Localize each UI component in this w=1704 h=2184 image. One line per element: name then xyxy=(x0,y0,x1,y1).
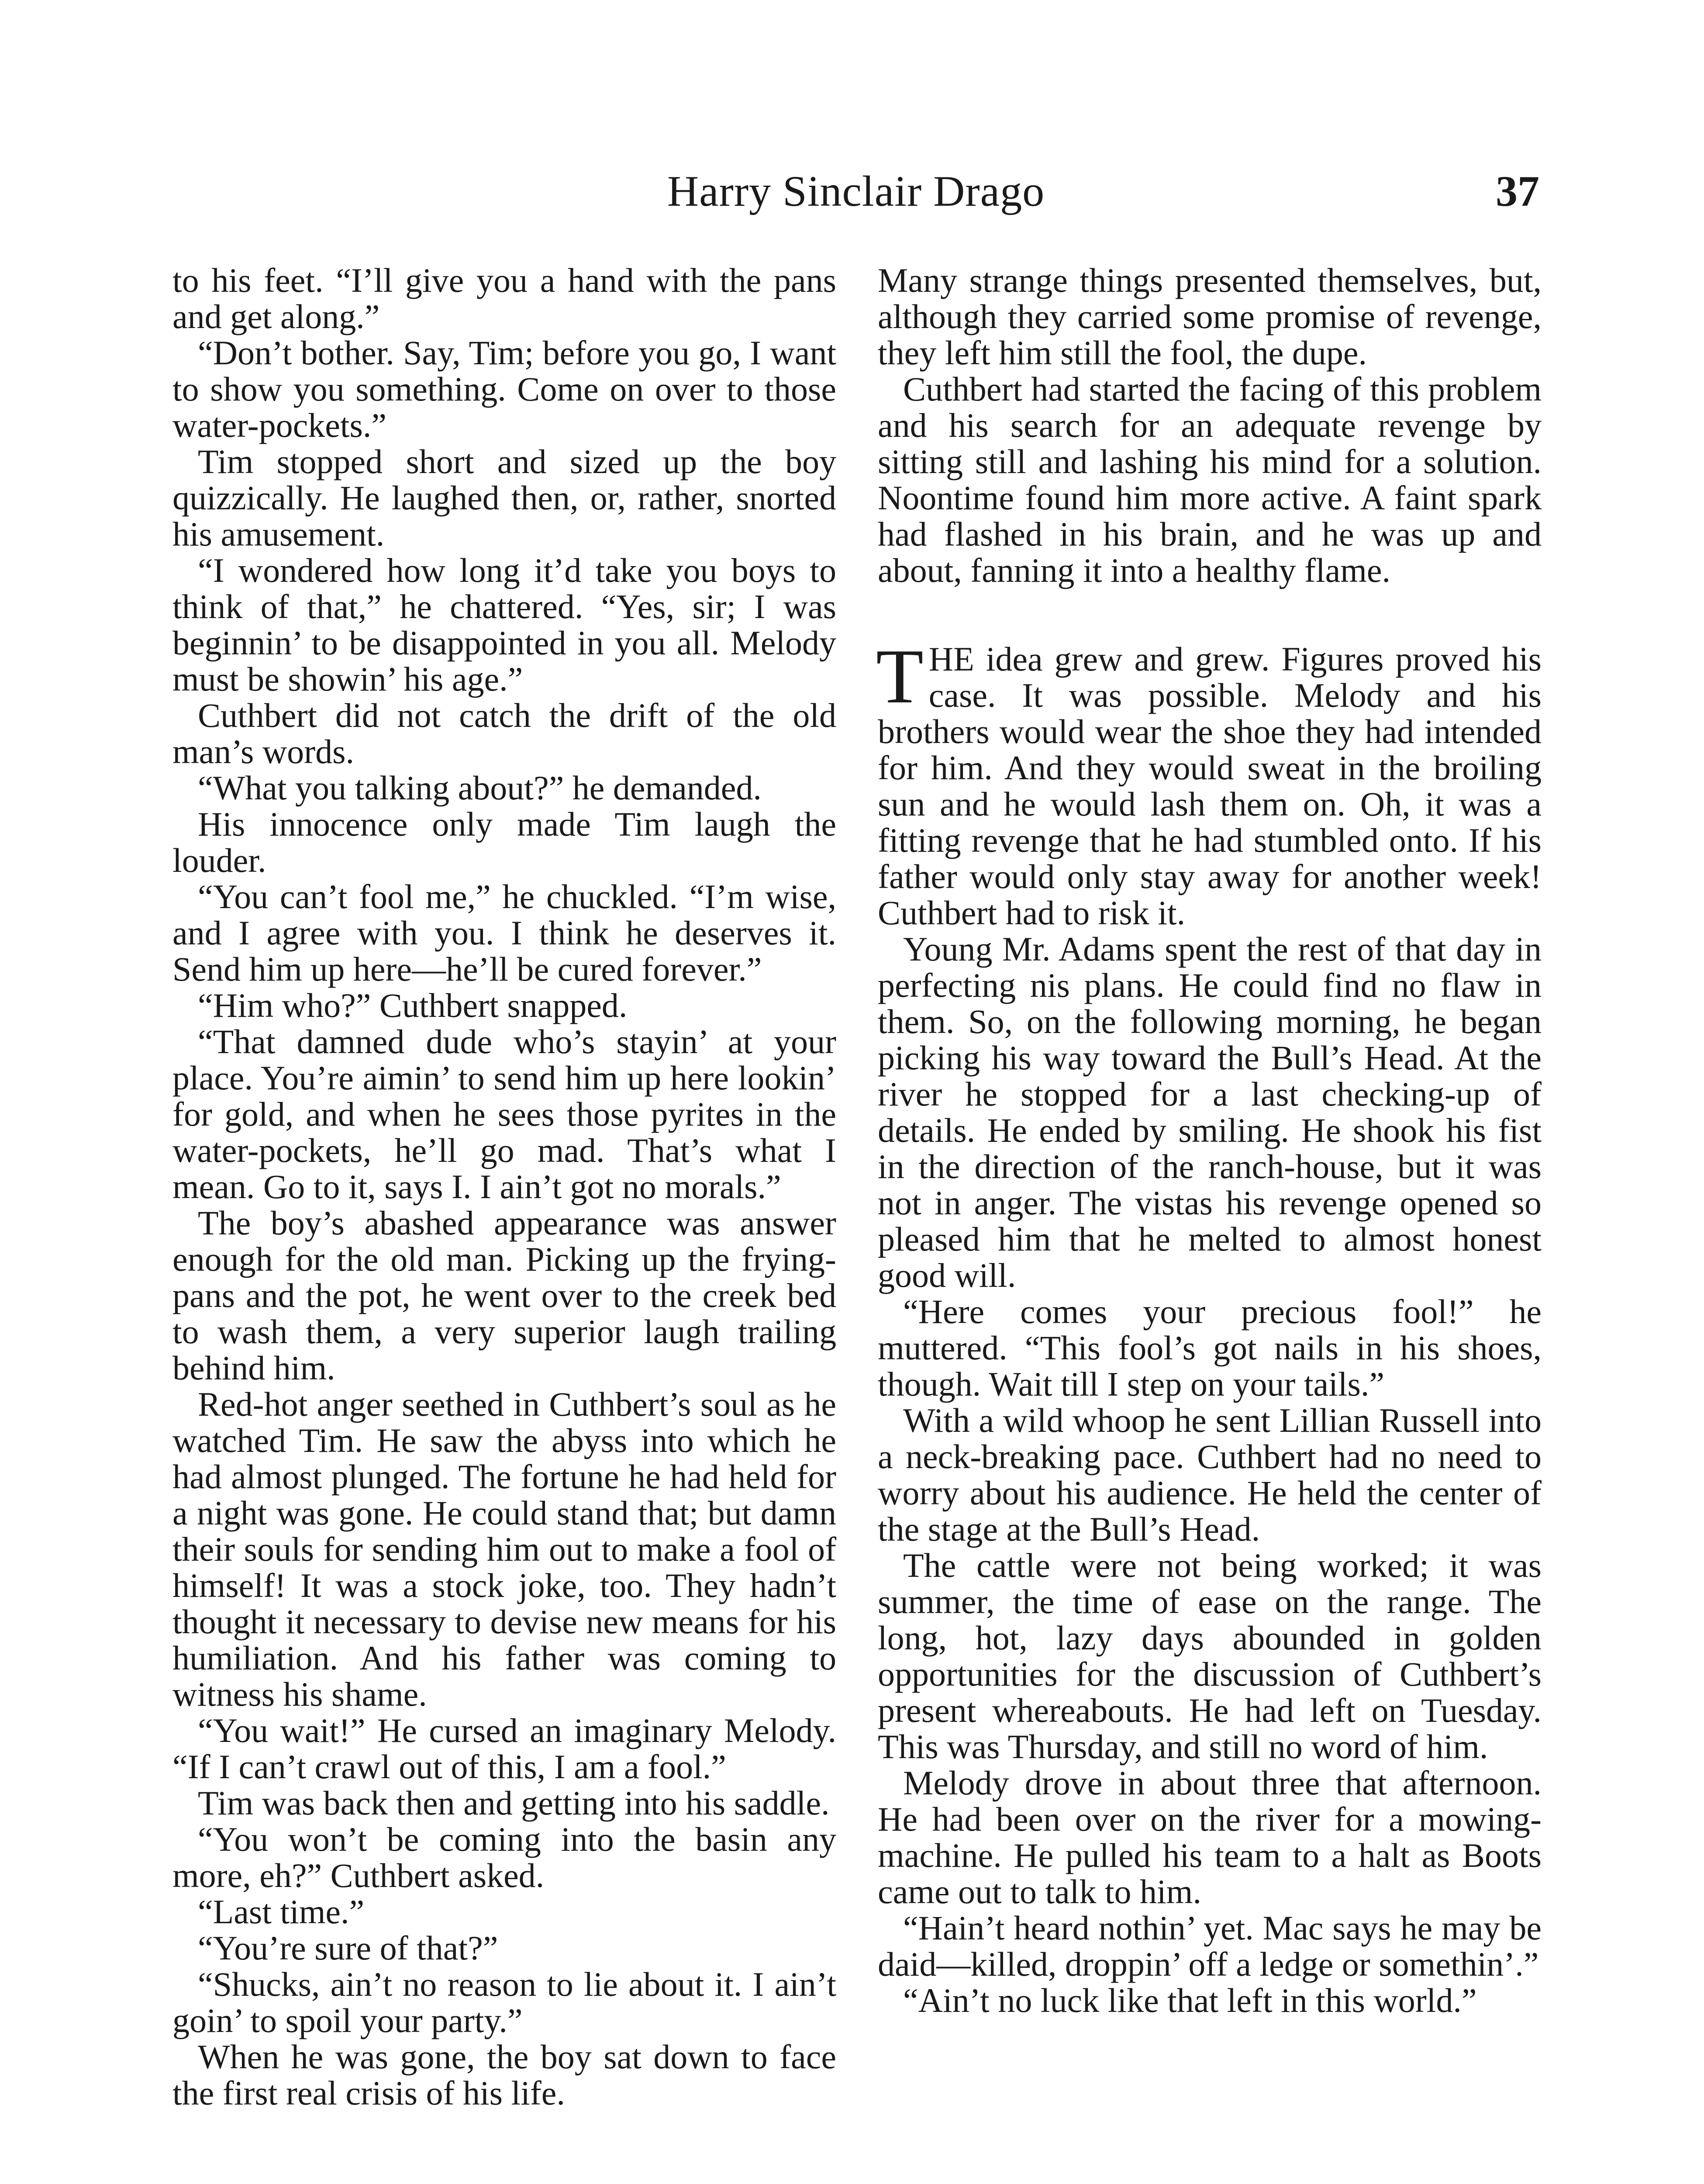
page-header xyxy=(172,166,1539,245)
paragraph: Cuthbert had started the facing of this problem and his search for an adequate revenge by sitting still and lashing his mind for a solution. Noontime found him more active. A faint spark had flashed in his brain, and he was up and about, fanning it into a healthy flame. xyxy=(878,370,1542,589)
paragraph: “Here comes your precious fool!” he muttered. “This fool’s got nails in his shoes, though. Wait till I step on your tails.” xyxy=(878,1292,1542,1403)
paragraph: “Last time.” xyxy=(198,1893,365,1931)
paragraph: The boy’s abashed appearance was answer enough for the old man. Picking up the frying-pans and the pot, he went over to the creek bed to wash them, a very superior laugh trailing behind him. xyxy=(172,1204,836,1387)
paragraph: “Shucks, ain’t no reason to lie about it. I ain’t goin’ to spoil your party.” xyxy=(172,1965,836,2039)
drop-cap: T xyxy=(876,633,924,719)
paragraph: Young Mr. Adams spent the rest of that day in perfecting nis plans. He could find no flaw in them. So, on the following morning, he began picking his way toward the Bull’s Head. At the river he stopped for a last checking-up of details. He ended by smiling. He shook his fist in the direction of the ranch-house, but it was not in anger. The vistas his revenge opened so pleased him that he melted to almost honest good will. xyxy=(878,930,1542,1294)
paragraph: “Ain’t no luck like that left in this world.” xyxy=(903,1981,1477,2019)
paragraph: Tim was back then and getting into his saddle. xyxy=(198,1784,830,1822)
left-column xyxy=(172,262,836,2111)
section-break-paragraph xyxy=(876,633,1542,932)
paragraph: to his feet. “I’ll give you a hand with the pans and get along.” xyxy=(172,261,836,335)
page-number: 37 xyxy=(1496,167,1539,215)
paragraph: Red-hot anger seethed in Cuthbert’s soul as he watched Tim. He saw the abyss into which he had almost plunged. The fortune he had held for a night was gone. He could stand that; but damn their souls for sending him out to make a fool of himself! It was a stock joke, too. They hadn’t thought it necessary to devise new means for his humiliation. And his father was coming to witness his shame. xyxy=(172,1385,836,1713)
paragraph: “You won’t be coming into the basin any more, eh?” Cuthbert asked. xyxy=(172,1820,836,1894)
paragraph: Cuthbert did not catch the drift of the old man’s words. xyxy=(172,696,836,771)
right-column xyxy=(878,262,1542,2018)
paragraph: “Hain’t heard nothin’ yet. Mac says he may be daid—killed, droppin’ off a ledge or somethin’.” xyxy=(878,1909,1542,1983)
paragraph: “That damned dude who’s stayin’ at your place. You’re aimin’ to send him up here lookin’ for gold, and when he sees those pyrites in the water-pockets, he’ll go mad. That’s what I mean. Go to it, says I. I ain’t got no morals.” xyxy=(172,1023,836,1206)
paragraph: The cattle were not being worked; it was summer, the time of ease on the range. The long, hot, lazy days abounded in golden opportunities for the discussion of Cuthbert’s present whereabouts. He had left on Tuesday. This was Thursday, and still no word of him. xyxy=(878,1546,1542,1766)
paragraph: “You’re sure of that?” xyxy=(198,1929,498,1967)
paragraph: His innocence only made Tim laugh the louder. xyxy=(172,805,836,879)
paragraph: Melody drove in about three that afternoon. He had been over on the river for a mowing-machine. He pulled his team to a halt as Boots came out to talk to him. xyxy=(878,1764,1542,1911)
paragraph: “You wait!” He cursed an imaginary Melody. “If I can’t crawl out of this, I am a fool.” xyxy=(172,1711,836,1786)
paragraph: “Him who?” Cuthbert snapped. xyxy=(198,986,628,1024)
paragraph: Many strange things presented themselves, but, although they carried some promise of revenge, they left him still the fool, the dupe. xyxy=(878,261,1542,372)
paragraph: Tim stopped short and sized up the boy quizzically. He laughed then, or, rather, snorted his amusement. xyxy=(172,442,836,553)
paragraph: When he was gone, the boy sat down to face the first real crisis of his life. xyxy=(172,2038,836,2112)
paragraph: “What you talking about?” he demanded. xyxy=(198,769,762,807)
paragraph: With a wild whoop he sent Lillian Russell into a neck-breaking pace. Cuthbert had no need to worry about his audience. He held the center of the stage at the Bull’s Head. xyxy=(878,1401,1542,1548)
paragraph: “I wondered how long it’d take you boys to think of that,” he chattered. “Yes, sir; I was beginnin’ to be disappointed in you all. Melody must be showin’ his age.” xyxy=(172,551,836,698)
running-head: Harry Sinclair Drago xyxy=(667,167,1045,215)
paragraph: “Don’t bother. Say, Tim; before you go, I want to show you something. Come on over to those water-pockets.” xyxy=(172,334,836,444)
section-break-text: HE idea grew and grew. Figures proved his case. It was possible. Melody and his brothers would wear the shoe they had intended for him. And they would sweat in the broiling sun and he would lash them on. Oh, it was a fitting revenge that he had stumbled onto. If his father would only stay away for another week! Cuthbert had to risk it. xyxy=(878,640,1542,932)
paragraph: “You can’t fool me,” he chuckled. “I’m wise, and I agree with you. I think he deserves it. Send him up here—he’ll be cured forever.” xyxy=(172,878,836,988)
